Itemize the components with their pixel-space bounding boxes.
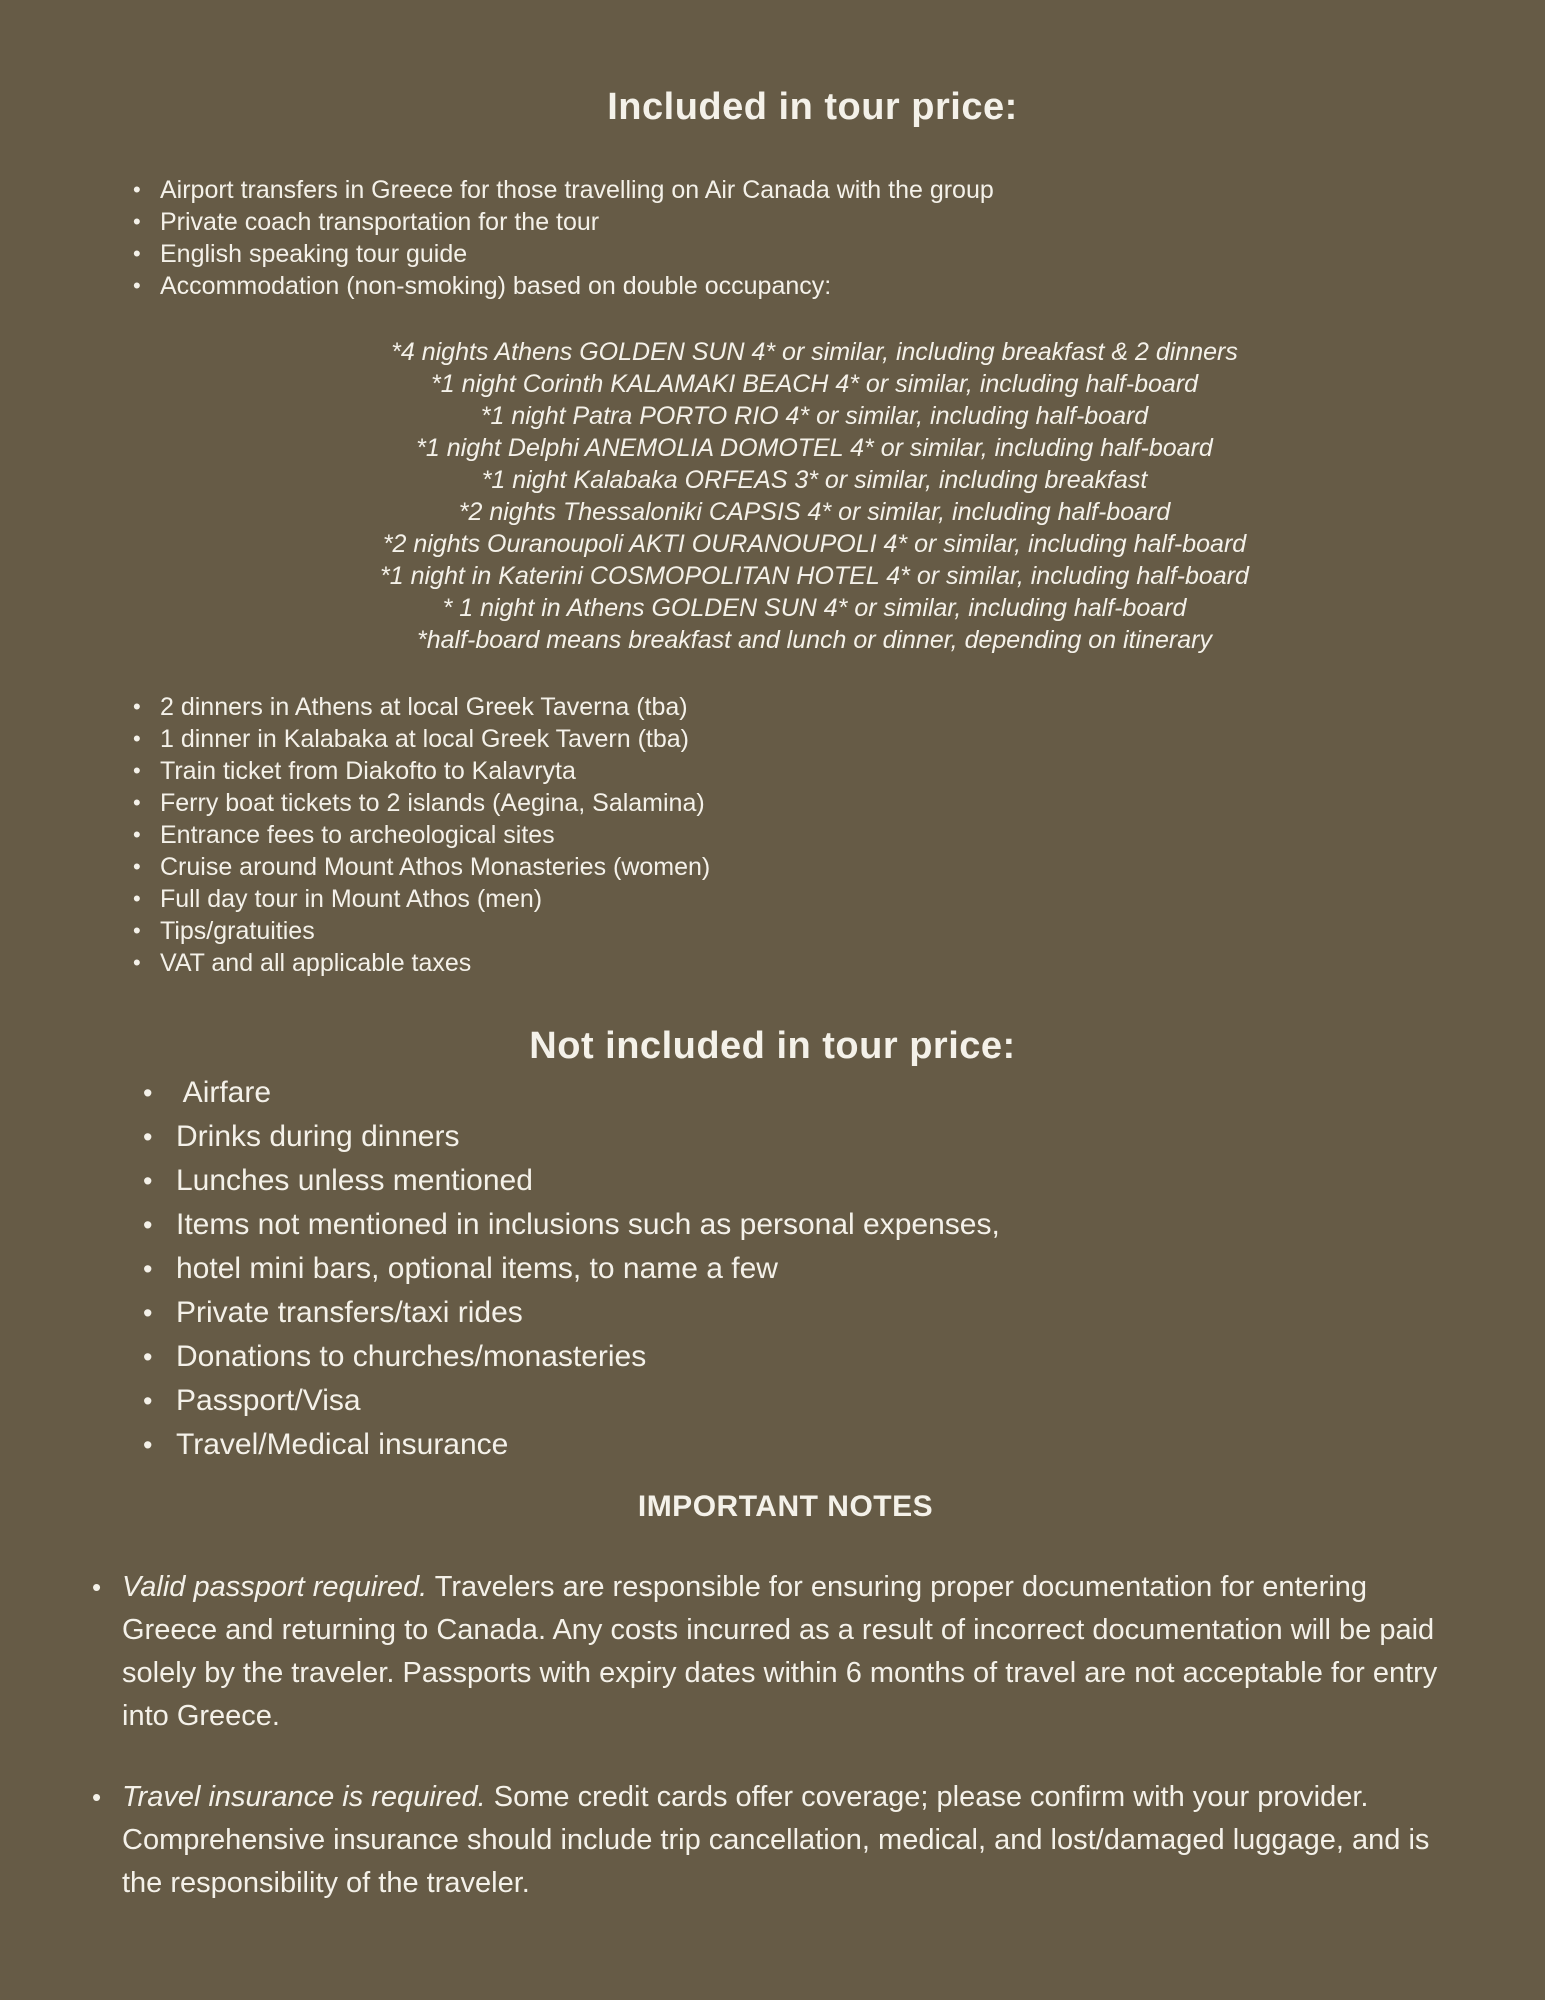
included-extras-list — [0, 691, 1545, 979]
not-included-list — [0, 1071, 1545, 1467]
note-lead: Travel insurance is required. — [122, 1781, 486, 1813]
not-included-item: • Travel/Medical insurance — [0, 1423, 1545, 1467]
included-extra-item: • 1 dinner in Kalabaka at local Greek Tavern (tba) — [0, 723, 1545, 755]
included-service-item: • English speaking tour guide — [0, 238, 1545, 270]
not-included-item: • Lunches unless mentioned — [0, 1159, 1545, 1203]
not-included-item: • hotel mini bars, optional items, to name a few — [0, 1247, 1545, 1291]
accommodation-line: *1 night in Katerini COSMOPOLITAN HOTEL 4* or similar, including half-board — [380, 562, 1249, 590]
accommodation-line: *2 nights Ouranoupoli AKTI OURANOUPOLI 4* or similar, including half-board — [382, 530, 1247, 558]
included-service-item: • Private coach transportation for the tour — [0, 206, 1545, 238]
accommodation-line: * 1 night in Athens GOLDEN SUN 4* or similar, including half-board — [442, 594, 1187, 622]
note-lead: Valid passport required. — [122, 1571, 428, 1603]
note-item — [0, 1566, 1452, 1738]
not-included-item: • Airfare — [0, 1071, 1545, 1115]
note-item — [0, 1776, 1452, 1905]
included-extra-item: • Entrance fees to archeological sites — [0, 819, 1545, 851]
not-included-item: • Items not mentioned in inclusions such as personal expenses, — [0, 1203, 1545, 1247]
accommodation-line: *1 night Kalabaka ORFEAS 3* or similar, including breakfast — [481, 466, 1148, 494]
not-included-item: • Donations to churches/monasteries — [0, 1335, 1545, 1379]
note-body: Travelers are responsible for ensuring proper documentation for entering Greece and returning to Canada. Any costs incurred as a result of incorrect documentation will be paid solely by the traveler. Passports with expiry dates within 6 months of travel are not acceptable for entry into Greece. — [122, 1571, 1438, 1732]
included-extra-item: • Cruise around Mount Athos Monasteries (women) — [0, 851, 1545, 883]
important-notes-title: IMPORTANT NOTES — [637, 1490, 934, 1523]
included-services-list — [0, 174, 1545, 302]
included-service-item: • Accommodation (non-smoking) based on double occupancy: — [0, 270, 1545, 302]
accommodation-line: *1 night Corinth KALAMAKI BEACH 4* or similar, including half-board — [430, 370, 1199, 398]
included-extra-item: • Train ticket from Diakofto to Kalavryta — [0, 755, 1545, 787]
included-title: Included in tour price: — [607, 86, 1018, 128]
note-body: Some credit cards offer coverage; please confirm with your provider. Comprehensive insurance should include trip cancellation, medical, and lost/damaged luggage, and is the responsibility of the traveler. — [122, 1781, 1430, 1899]
accommodation-line: *half-board means breakfast and lunch or dinner, depending on itinerary — [417, 626, 1212, 654]
included-service-item: • Airport transfers in Greece for those travelling on Air Canada with the group — [0, 174, 1545, 206]
not-included-item: • Drinks during dinners — [0, 1115, 1545, 1159]
not-included-item: • Private transfers/taxi rides — [0, 1291, 1545, 1335]
accommodation-list — [42, 336, 1545, 656]
accommodation-line: *1 night Delphi ANEMOLIA DOMOTEL 4* or similar, including half-board — [416, 434, 1213, 462]
accommodation-line: *4 nights Athens GOLDEN SUN 4* or similar, including breakfast & 2 dinners — [391, 338, 1238, 366]
included-extra-item: • VAT and all applicable taxes — [0, 947, 1545, 979]
included-extra-item: • Tips/gratuities — [0, 915, 1545, 947]
included-extra-item: • 2 dinners in Athens at local Greek Taverna (tba) — [0, 691, 1545, 723]
accommodation-line: *1 night Patra PORTO RIO 4* or similar, including half-board — [480, 402, 1149, 430]
not-included-title: Not included in tour price: — [529, 1025, 1016, 1067]
accommodation-line: *2 nights Thessaloniki CAPSIS 4* or similar, including half-board — [458, 498, 1171, 526]
included-extra-item: • Full day tour in Mount Athos (men) — [0, 883, 1545, 915]
included-extra-item: • Ferry boat tickets to 2 islands (Aegina, Salamina) — [0, 787, 1545, 819]
important-notes-list — [0, 1566, 1545, 1905]
not-included-item: • Passport/Visa — [0, 1379, 1545, 1423]
